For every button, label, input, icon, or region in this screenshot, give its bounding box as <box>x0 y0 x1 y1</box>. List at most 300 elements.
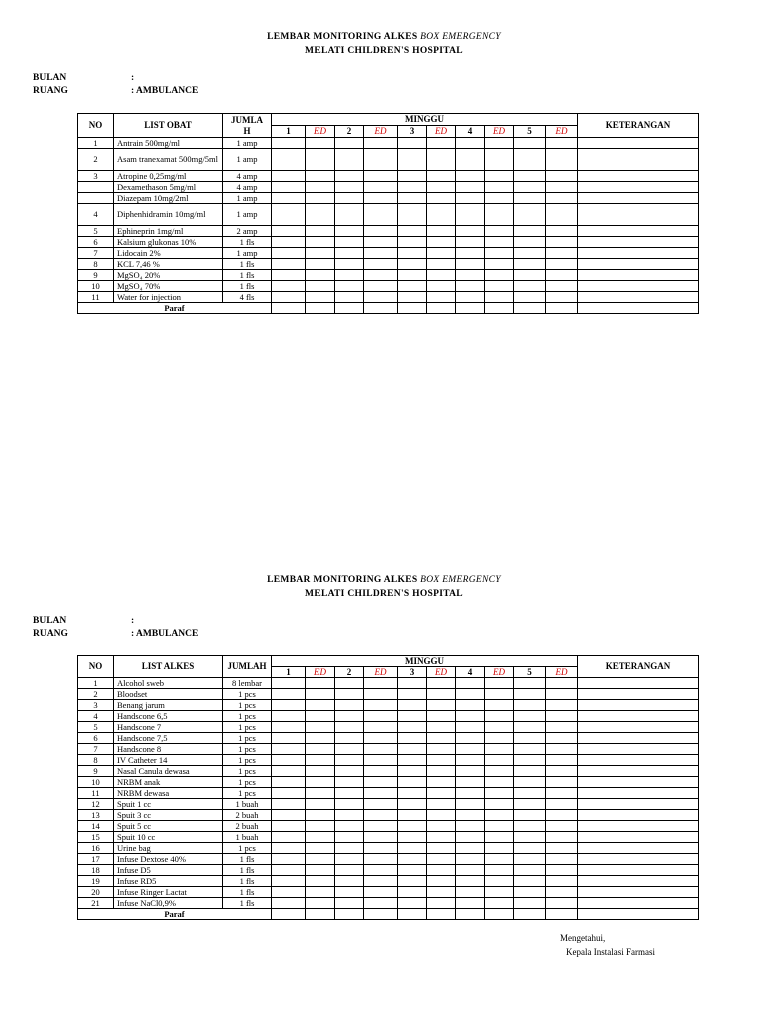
keterangan-cell[interactable] <box>578 821 699 832</box>
week-check-cell[interactable] <box>335 821 364 832</box>
week-check-cell[interactable] <box>398 744 427 755</box>
keterangan-cell[interactable] <box>578 777 699 788</box>
week-check-cell[interactable] <box>456 138 485 149</box>
week-check-cell[interactable] <box>485 182 514 193</box>
week-check-cell[interactable] <box>272 292 306 303</box>
week-check-cell[interactable] <box>398 138 427 149</box>
week-check-cell[interactable] <box>427 248 456 259</box>
week-check-cell[interactable] <box>272 810 306 821</box>
week-check-cell[interactable] <box>306 248 335 259</box>
week-check-cell[interactable] <box>514 711 546 722</box>
week-check-cell[interactable] <box>272 204 306 226</box>
week-check-cell[interactable] <box>335 887 364 898</box>
week-check-cell[interactable] <box>335 810 364 821</box>
week-check-cell[interactable] <box>272 799 306 810</box>
paraf-cell[interactable] <box>398 303 427 314</box>
week-check-cell[interactable] <box>398 270 427 281</box>
week-check-cell[interactable] <box>272 237 306 248</box>
week-check-cell[interactable] <box>514 204 546 226</box>
week-check-cell[interactable] <box>335 248 364 259</box>
week-check-cell[interactable] <box>272 711 306 722</box>
week-check-cell[interactable] <box>364 876 398 887</box>
paraf-cell[interactable] <box>427 909 456 920</box>
week-check-cell[interactable] <box>514 700 546 711</box>
week-check-cell[interactable] <box>485 810 514 821</box>
week-check-cell[interactable] <box>514 821 546 832</box>
week-check-cell[interactable] <box>398 700 427 711</box>
week-check-cell[interactable] <box>456 270 485 281</box>
paraf-cell[interactable] <box>272 909 306 920</box>
week-check-cell[interactable] <box>456 744 485 755</box>
week-check-cell[interactable] <box>335 149 364 171</box>
week-check-cell[interactable] <box>514 292 546 303</box>
week-check-cell[interactable] <box>485 226 514 237</box>
week-check-cell[interactable] <box>485 898 514 909</box>
week-check-cell[interactable] <box>485 700 514 711</box>
week-check-cell[interactable] <box>456 887 485 898</box>
week-check-cell[interactable] <box>364 733 398 744</box>
week-check-cell[interactable] <box>306 832 335 843</box>
week-check-cell[interactable] <box>427 799 456 810</box>
week-check-cell[interactable] <box>364 722 398 733</box>
week-check-cell[interactable] <box>456 865 485 876</box>
week-check-cell[interactable] <box>398 821 427 832</box>
paraf-cell[interactable] <box>364 909 398 920</box>
week-check-cell[interactable] <box>514 733 546 744</box>
week-check-cell[interactable] <box>306 755 335 766</box>
week-check-cell[interactable] <box>306 270 335 281</box>
week-check-cell[interactable] <box>335 281 364 292</box>
week-check-cell[interactable] <box>546 865 578 876</box>
week-check-cell[interactable] <box>306 182 335 193</box>
paraf-cell[interactable] <box>427 303 456 314</box>
week-check-cell[interactable] <box>456 755 485 766</box>
week-check-cell[interactable] <box>427 182 456 193</box>
week-check-cell[interactable] <box>306 843 335 854</box>
week-check-cell[interactable] <box>485 270 514 281</box>
week-check-cell[interactable] <box>456 733 485 744</box>
week-check-cell[interactable] <box>272 689 306 700</box>
week-check-cell[interactable] <box>485 788 514 799</box>
week-check-cell[interactable] <box>456 722 485 733</box>
week-check-cell[interactable] <box>364 689 398 700</box>
week-check-cell[interactable] <box>306 281 335 292</box>
week-check-cell[interactable] <box>398 292 427 303</box>
week-check-cell[interactable] <box>514 678 546 689</box>
week-check-cell[interactable] <box>514 138 546 149</box>
week-check-cell[interactable] <box>306 138 335 149</box>
week-check-cell[interactable] <box>306 865 335 876</box>
week-check-cell[interactable] <box>306 711 335 722</box>
week-check-cell[interactable] <box>514 237 546 248</box>
week-check-cell[interactable] <box>427 821 456 832</box>
week-check-cell[interactable] <box>335 270 364 281</box>
paraf-keterangan-cell[interactable] <box>578 909 699 920</box>
week-check-cell[interactable] <box>335 898 364 909</box>
week-check-cell[interactable] <box>398 689 427 700</box>
week-check-cell[interactable] <box>306 193 335 204</box>
week-check-cell[interactable] <box>546 887 578 898</box>
week-check-cell[interactable] <box>364 788 398 799</box>
week-check-cell[interactable] <box>514 755 546 766</box>
week-check-cell[interactable] <box>398 799 427 810</box>
week-check-cell[interactable] <box>306 292 335 303</box>
week-check-cell[interactable] <box>427 777 456 788</box>
keterangan-cell[interactable] <box>578 755 699 766</box>
week-check-cell[interactable] <box>398 733 427 744</box>
week-check-cell[interactable] <box>427 171 456 182</box>
week-check-cell[interactable] <box>514 799 546 810</box>
week-check-cell[interactable] <box>427 898 456 909</box>
keterangan-cell[interactable] <box>578 226 699 237</box>
week-check-cell[interactable] <box>364 182 398 193</box>
week-check-cell[interactable] <box>272 876 306 887</box>
week-check-cell[interactable] <box>272 722 306 733</box>
week-check-cell[interactable] <box>364 226 398 237</box>
week-check-cell[interactable] <box>456 821 485 832</box>
week-check-cell[interactable] <box>427 755 456 766</box>
week-check-cell[interactable] <box>335 259 364 270</box>
week-check-cell[interactable] <box>427 237 456 248</box>
week-check-cell[interactable] <box>427 810 456 821</box>
week-check-cell[interactable] <box>335 832 364 843</box>
week-check-cell[interactable] <box>364 248 398 259</box>
week-check-cell[interactable] <box>427 843 456 854</box>
week-check-cell[interactable] <box>456 281 485 292</box>
week-check-cell[interactable] <box>364 744 398 755</box>
week-check-cell[interactable] <box>456 678 485 689</box>
week-check-cell[interactable] <box>456 810 485 821</box>
week-check-cell[interactable] <box>485 843 514 854</box>
week-check-cell[interactable] <box>485 259 514 270</box>
week-check-cell[interactable] <box>398 898 427 909</box>
week-check-cell[interactable] <box>485 766 514 777</box>
week-check-cell[interactable] <box>427 876 456 887</box>
keterangan-cell[interactable] <box>578 843 699 854</box>
week-check-cell[interactable] <box>427 204 456 226</box>
week-check-cell[interactable] <box>514 259 546 270</box>
week-check-cell[interactable] <box>335 193 364 204</box>
week-check-cell[interactable] <box>546 281 578 292</box>
week-check-cell[interactable] <box>272 270 306 281</box>
week-check-cell[interactable] <box>546 799 578 810</box>
week-check-cell[interactable] <box>427 226 456 237</box>
week-check-cell[interactable] <box>364 204 398 226</box>
week-check-cell[interactable] <box>456 854 485 865</box>
week-check-cell[interactable] <box>398 711 427 722</box>
week-check-cell[interactable] <box>364 821 398 832</box>
week-check-cell[interactable] <box>427 292 456 303</box>
week-check-cell[interactable] <box>456 843 485 854</box>
week-check-cell[interactable] <box>485 689 514 700</box>
week-check-cell[interactable] <box>335 171 364 182</box>
week-check-cell[interactable] <box>514 865 546 876</box>
week-check-cell[interactable] <box>272 281 306 292</box>
week-check-cell[interactable] <box>485 171 514 182</box>
week-check-cell[interactable] <box>485 821 514 832</box>
paraf-keterangan-cell[interactable] <box>578 303 699 314</box>
week-check-cell[interactable] <box>398 182 427 193</box>
week-check-cell[interactable] <box>485 678 514 689</box>
week-check-cell[interactable] <box>427 678 456 689</box>
week-check-cell[interactable] <box>306 887 335 898</box>
week-check-cell[interactable] <box>335 138 364 149</box>
week-check-cell[interactable] <box>546 854 578 865</box>
week-check-cell[interactable] <box>272 733 306 744</box>
week-check-cell[interactable] <box>364 799 398 810</box>
week-check-cell[interactable] <box>398 204 427 226</box>
week-check-cell[interactable] <box>306 788 335 799</box>
week-check-cell[interactable] <box>546 821 578 832</box>
week-check-cell[interactable] <box>272 832 306 843</box>
week-check-cell[interactable] <box>514 226 546 237</box>
keterangan-cell[interactable] <box>578 292 699 303</box>
paraf-cell[interactable] <box>456 909 485 920</box>
week-check-cell[interactable] <box>335 689 364 700</box>
keterangan-cell[interactable] <box>578 722 699 733</box>
week-check-cell[interactable] <box>485 149 514 171</box>
keterangan-cell[interactable] <box>578 138 699 149</box>
week-check-cell[interactable] <box>398 248 427 259</box>
week-check-cell[interactable] <box>272 149 306 171</box>
week-check-cell[interactable] <box>398 678 427 689</box>
keterangan-cell[interactable] <box>578 171 699 182</box>
week-check-cell[interactable] <box>514 810 546 821</box>
week-check-cell[interactable] <box>456 689 485 700</box>
week-check-cell[interactable] <box>485 722 514 733</box>
week-check-cell[interactable] <box>514 182 546 193</box>
week-check-cell[interactable] <box>514 248 546 259</box>
week-check-cell[interactable] <box>514 193 546 204</box>
week-check-cell[interactable] <box>335 799 364 810</box>
week-check-cell[interactable] <box>456 259 485 270</box>
week-check-cell[interactable] <box>398 281 427 292</box>
week-check-cell[interactable] <box>335 766 364 777</box>
week-check-cell[interactable] <box>306 149 335 171</box>
week-check-cell[interactable] <box>456 788 485 799</box>
keterangan-cell[interactable] <box>578 259 699 270</box>
paraf-cell[interactable] <box>546 303 578 314</box>
week-check-cell[interactable] <box>546 788 578 799</box>
keterangan-cell[interactable] <box>578 281 699 292</box>
week-check-cell[interactable] <box>306 204 335 226</box>
week-check-cell[interactable] <box>546 193 578 204</box>
week-check-cell[interactable] <box>514 777 546 788</box>
week-check-cell[interactable] <box>427 766 456 777</box>
week-check-cell[interactable] <box>514 281 546 292</box>
week-check-cell[interactable] <box>485 292 514 303</box>
paraf-cell[interactable] <box>514 303 546 314</box>
week-check-cell[interactable] <box>546 832 578 843</box>
week-check-cell[interactable] <box>456 171 485 182</box>
paraf-cell[interactable] <box>398 909 427 920</box>
week-check-cell[interactable] <box>398 226 427 237</box>
week-check-cell[interactable] <box>364 259 398 270</box>
keterangan-cell[interactable] <box>578 865 699 876</box>
week-check-cell[interactable] <box>272 898 306 909</box>
keterangan-cell[interactable] <box>578 876 699 887</box>
week-check-cell[interactable] <box>272 755 306 766</box>
week-check-cell[interactable] <box>335 226 364 237</box>
week-check-cell[interactable] <box>364 237 398 248</box>
keterangan-cell[interactable] <box>578 711 699 722</box>
week-check-cell[interactable] <box>398 237 427 248</box>
week-check-cell[interactable] <box>456 193 485 204</box>
week-check-cell[interactable] <box>546 292 578 303</box>
week-check-cell[interactable] <box>485 248 514 259</box>
week-check-cell[interactable] <box>546 248 578 259</box>
week-check-cell[interactable] <box>398 865 427 876</box>
keterangan-cell[interactable] <box>578 766 699 777</box>
week-check-cell[interactable] <box>335 788 364 799</box>
week-check-cell[interactable] <box>514 149 546 171</box>
week-check-cell[interactable] <box>335 711 364 722</box>
week-check-cell[interactable] <box>546 204 578 226</box>
paraf-cell[interactable] <box>456 303 485 314</box>
week-check-cell[interactable] <box>272 700 306 711</box>
week-check-cell[interactable] <box>364 270 398 281</box>
week-check-cell[interactable] <box>364 832 398 843</box>
keterangan-cell[interactable] <box>578 270 699 281</box>
keterangan-cell[interactable] <box>578 832 699 843</box>
keterangan-cell[interactable] <box>578 193 699 204</box>
week-check-cell[interactable] <box>306 733 335 744</box>
week-check-cell[interactable] <box>398 722 427 733</box>
week-check-cell[interactable] <box>485 755 514 766</box>
week-check-cell[interactable] <box>456 248 485 259</box>
week-check-cell[interactable] <box>335 744 364 755</box>
week-check-cell[interactable] <box>546 171 578 182</box>
week-check-cell[interactable] <box>398 755 427 766</box>
week-check-cell[interactable] <box>546 898 578 909</box>
week-check-cell[interactable] <box>272 854 306 865</box>
week-check-cell[interactable] <box>335 182 364 193</box>
week-check-cell[interactable] <box>272 138 306 149</box>
week-check-cell[interactable] <box>456 898 485 909</box>
keterangan-cell[interactable] <box>578 182 699 193</box>
week-check-cell[interactable] <box>456 766 485 777</box>
paraf-cell[interactable] <box>335 303 364 314</box>
week-check-cell[interactable] <box>546 755 578 766</box>
keterangan-cell[interactable] <box>578 689 699 700</box>
week-check-cell[interactable] <box>514 876 546 887</box>
week-check-cell[interactable] <box>335 204 364 226</box>
week-check-cell[interactable] <box>546 226 578 237</box>
week-check-cell[interactable] <box>272 887 306 898</box>
week-check-cell[interactable] <box>427 689 456 700</box>
week-check-cell[interactable] <box>306 259 335 270</box>
week-check-cell[interactable] <box>485 777 514 788</box>
week-check-cell[interactable] <box>514 843 546 854</box>
week-check-cell[interactable] <box>485 887 514 898</box>
week-check-cell[interactable] <box>398 193 427 204</box>
week-check-cell[interactable] <box>335 755 364 766</box>
week-check-cell[interactable] <box>272 248 306 259</box>
week-check-cell[interactable] <box>427 259 456 270</box>
week-check-cell[interactable] <box>306 237 335 248</box>
week-check-cell[interactable] <box>364 281 398 292</box>
week-check-cell[interactable] <box>546 777 578 788</box>
week-check-cell[interactable] <box>364 865 398 876</box>
week-check-cell[interactable] <box>335 700 364 711</box>
week-check-cell[interactable] <box>364 678 398 689</box>
week-check-cell[interactable] <box>456 832 485 843</box>
week-check-cell[interactable] <box>335 854 364 865</box>
week-check-cell[interactable] <box>272 226 306 237</box>
week-check-cell[interactable] <box>306 171 335 182</box>
week-check-cell[interactable] <box>335 292 364 303</box>
week-check-cell[interactable] <box>456 799 485 810</box>
keterangan-cell[interactable] <box>578 799 699 810</box>
week-check-cell[interactable] <box>306 744 335 755</box>
week-check-cell[interactable] <box>306 700 335 711</box>
week-check-cell[interactable] <box>272 777 306 788</box>
week-check-cell[interactable] <box>427 832 456 843</box>
keterangan-cell[interactable] <box>578 898 699 909</box>
week-check-cell[interactable] <box>546 678 578 689</box>
week-check-cell[interactable] <box>456 237 485 248</box>
week-check-cell[interactable] <box>546 733 578 744</box>
keterangan-cell[interactable] <box>578 744 699 755</box>
week-check-cell[interactable] <box>546 876 578 887</box>
keterangan-cell[interactable] <box>578 733 699 744</box>
keterangan-cell[interactable] <box>578 248 699 259</box>
week-check-cell[interactable] <box>335 237 364 248</box>
week-check-cell[interactable] <box>364 843 398 854</box>
week-check-cell[interactable] <box>427 865 456 876</box>
week-check-cell[interactable] <box>427 138 456 149</box>
week-check-cell[interactable] <box>514 722 546 733</box>
week-check-cell[interactable] <box>306 766 335 777</box>
week-check-cell[interactable] <box>335 722 364 733</box>
week-check-cell[interactable] <box>272 193 306 204</box>
week-check-cell[interactable] <box>514 689 546 700</box>
week-check-cell[interactable] <box>306 689 335 700</box>
week-check-cell[interactable] <box>335 865 364 876</box>
week-check-cell[interactable] <box>335 843 364 854</box>
week-check-cell[interactable] <box>364 887 398 898</box>
week-check-cell[interactable] <box>272 182 306 193</box>
week-check-cell[interactable] <box>335 777 364 788</box>
week-check-cell[interactable] <box>514 270 546 281</box>
week-check-cell[interactable] <box>364 171 398 182</box>
week-check-cell[interactable] <box>364 700 398 711</box>
week-check-cell[interactable] <box>514 887 546 898</box>
paraf-cell[interactable] <box>485 909 514 920</box>
week-check-cell[interactable] <box>546 270 578 281</box>
week-check-cell[interactable] <box>514 766 546 777</box>
week-check-cell[interactable] <box>456 292 485 303</box>
week-check-cell[interactable] <box>306 876 335 887</box>
week-check-cell[interactable] <box>485 876 514 887</box>
week-check-cell[interactable] <box>546 843 578 854</box>
keterangan-cell[interactable] <box>578 149 699 171</box>
week-check-cell[interactable] <box>272 821 306 832</box>
week-check-cell[interactable] <box>427 744 456 755</box>
week-check-cell[interactable] <box>456 711 485 722</box>
week-check-cell[interactable] <box>272 171 306 182</box>
week-check-cell[interactable] <box>398 832 427 843</box>
week-check-cell[interactable] <box>456 777 485 788</box>
week-check-cell[interactable] <box>306 722 335 733</box>
week-check-cell[interactable] <box>398 777 427 788</box>
week-check-cell[interactable] <box>427 700 456 711</box>
week-check-cell[interactable] <box>485 711 514 722</box>
week-check-cell[interactable] <box>364 898 398 909</box>
week-check-cell[interactable] <box>485 832 514 843</box>
week-check-cell[interactable] <box>398 887 427 898</box>
week-check-cell[interactable] <box>546 182 578 193</box>
